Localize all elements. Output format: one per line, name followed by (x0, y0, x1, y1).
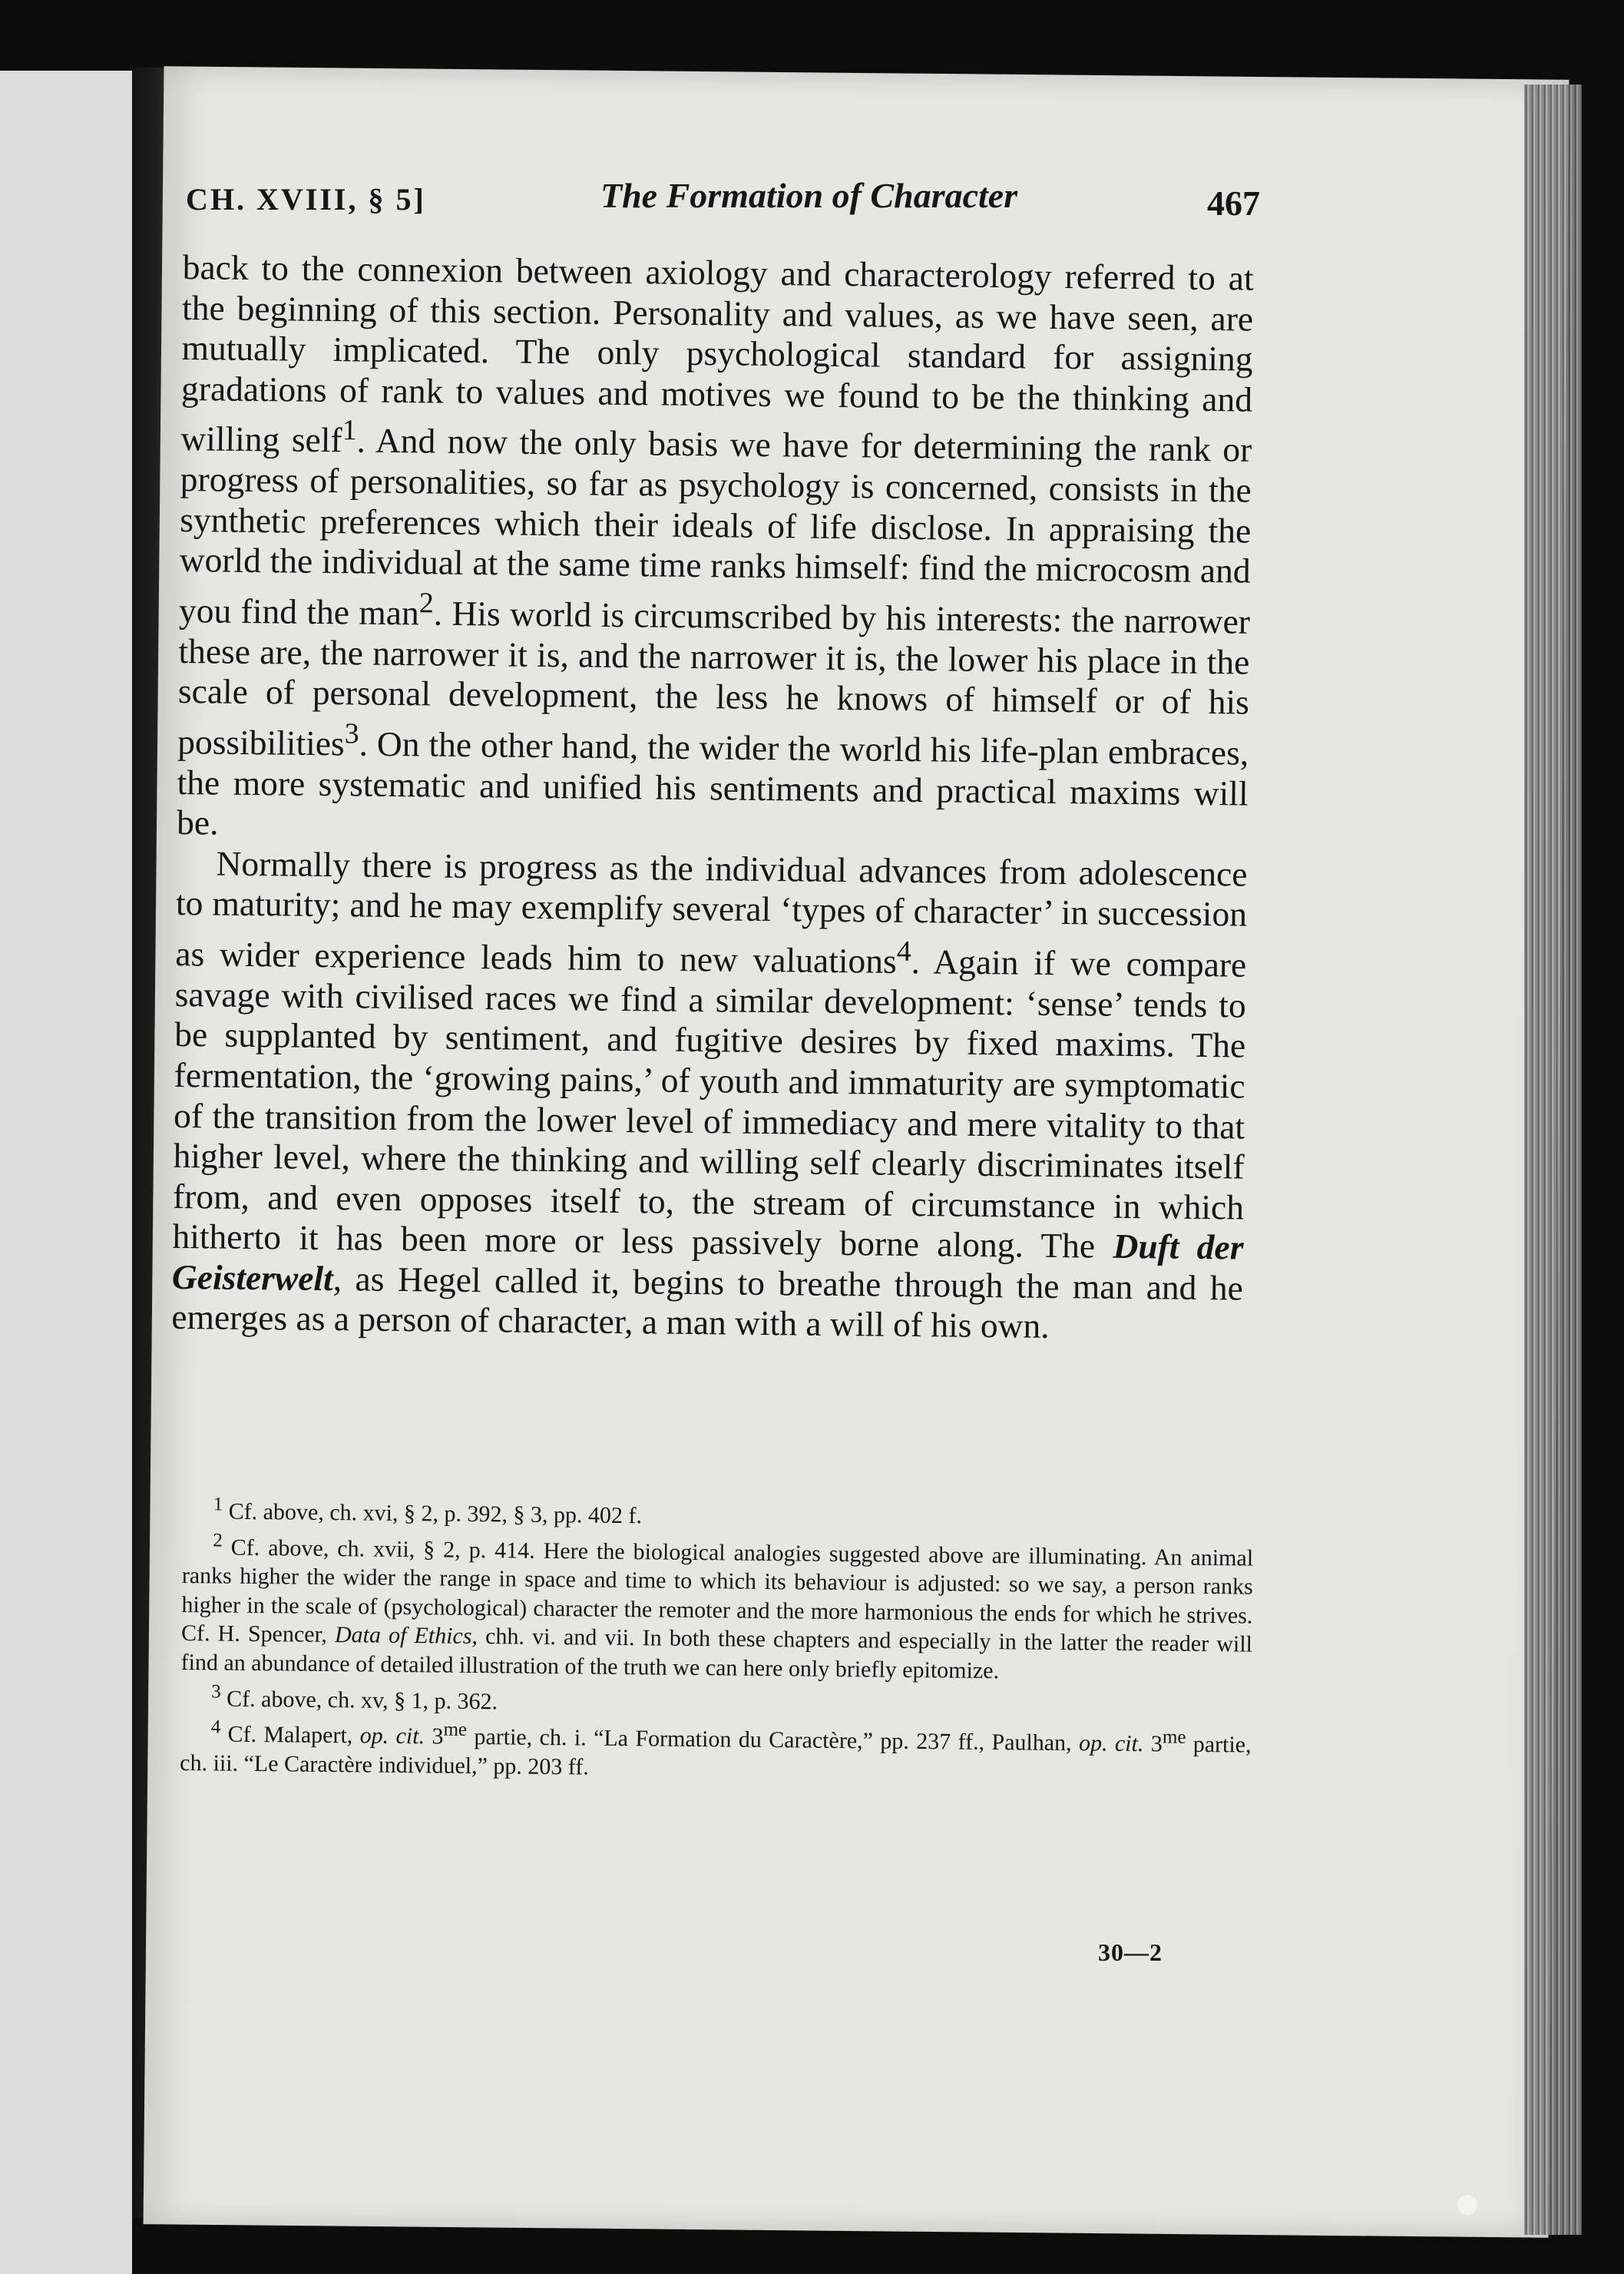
facing-page-edge (0, 71, 132, 2274)
paragraph-2: Normally there is progress as the individual advances from adolescence to maturity; and he may exemplify several ‘types of character’ in succession as wider experience leads him to new valuations$^4$. Again if we compare savage with civilised races we find a similar development: ‘sense’ tends to be supplanted by sentiment, and fugitive desires by fixed maxims. The fermentation, the ‘growing pains,’ of youth and immaturity are symptomatic of the transition from the lower level of immediacy and mere vitality to that higher level, where the thinking and willing self clearly discriminates itself from, and even opposes itself to, the stream of circumstance in which hitherto it has been more or less passively borne along. The Duft der Geisterwelt, as Hegel called it, begins to breathe through the man and he emerges as a person of character, a man with a will of his own. (171, 843, 1248, 1346)
page-stack-edge (1524, 84, 1582, 2235)
running-title: The Formation of Character (600, 176, 1018, 215)
footnote-2: $^2$ Cf. above, ch. xvii, § 2, p. 414. Here the biological analogies suggested above are illuminating. An animal ranks higher the wider the range in space and time to which its behaviour is adjusted: so we say, a person ranks higher in the scale of (psychological) character the remoter and the more harmonious the ends for which he strives. Cf. H. Spencer, Data of Ethics, chh. vi. and vii. In both these chapters and especially in the latter the reader will find an abundance of detailed illustration of the truth we can here only briefly epitomize. (180, 1530, 1254, 1684)
italic-phrase: Duft der Geisterwelt (171, 1226, 1244, 1298)
chapter-section-ref: CH. XVIII, § 5] (186, 182, 426, 217)
footnote-1: $^1$ Cf. above, ch. xvi, § 2, p. 392, § 3, pp. 402 f. (213, 1494, 643, 1529)
page-number: 467 (1207, 184, 1260, 223)
running-header (186, 175, 1261, 244)
main-text (171, 247, 1254, 1349)
footnote-ref-3: 3 (344, 717, 359, 750)
footnote-4: $^4$ Cf. Malapert, op. cit. $3^{me}$ partie, ch. i. “La Formation du Caractère,” pp. 237 ff., Paulhan, op. cit. $3^{me}$ partie, ch. iii. “Le Caractère individuel,” pp. 203 ff. (180, 1716, 1252, 1780)
paragraph-1: back to the connexion between axiology and characterology referred to at the beginning of this section. Personality and values, as we have seen, are mutually implicated. The only psychological standard for assigning gradations of rank to values and motives we found to be the thinking and willing self$^1$. And now the only basis we have for determining the rank or progress of personalities, so far as psychology is concerned, consists in the synthetic preferences which their ideals of life disclose. In appraising the world the individual at the same time ranks himself: find the microcosm and you find the man$^2$. His world is circumscribed by his interests: the narrower these are, the narrower it is, and the narrower it is, the lower his place in the scale of personal development, the less he knows of himself or of his possibilities$^3$. On the other hand, the wider the world his life-plan embraces, the more systematic and unified his sentiments and practical maxims will be. (176, 247, 1254, 842)
footnote-3: $^3$ Cf. above, ch. xv, § 1, p. 362. (211, 1680, 498, 1714)
scan-speck (1457, 2195, 1477, 2215)
footnote-ref-2: 2 (418, 587, 435, 620)
footnote-ref-1: 1 (342, 414, 357, 447)
printer-signature-mark: 30—2 (1098, 1938, 1163, 1966)
footnote-ref-4: 4 (896, 935, 912, 968)
footnotes (180, 1490, 1254, 1789)
